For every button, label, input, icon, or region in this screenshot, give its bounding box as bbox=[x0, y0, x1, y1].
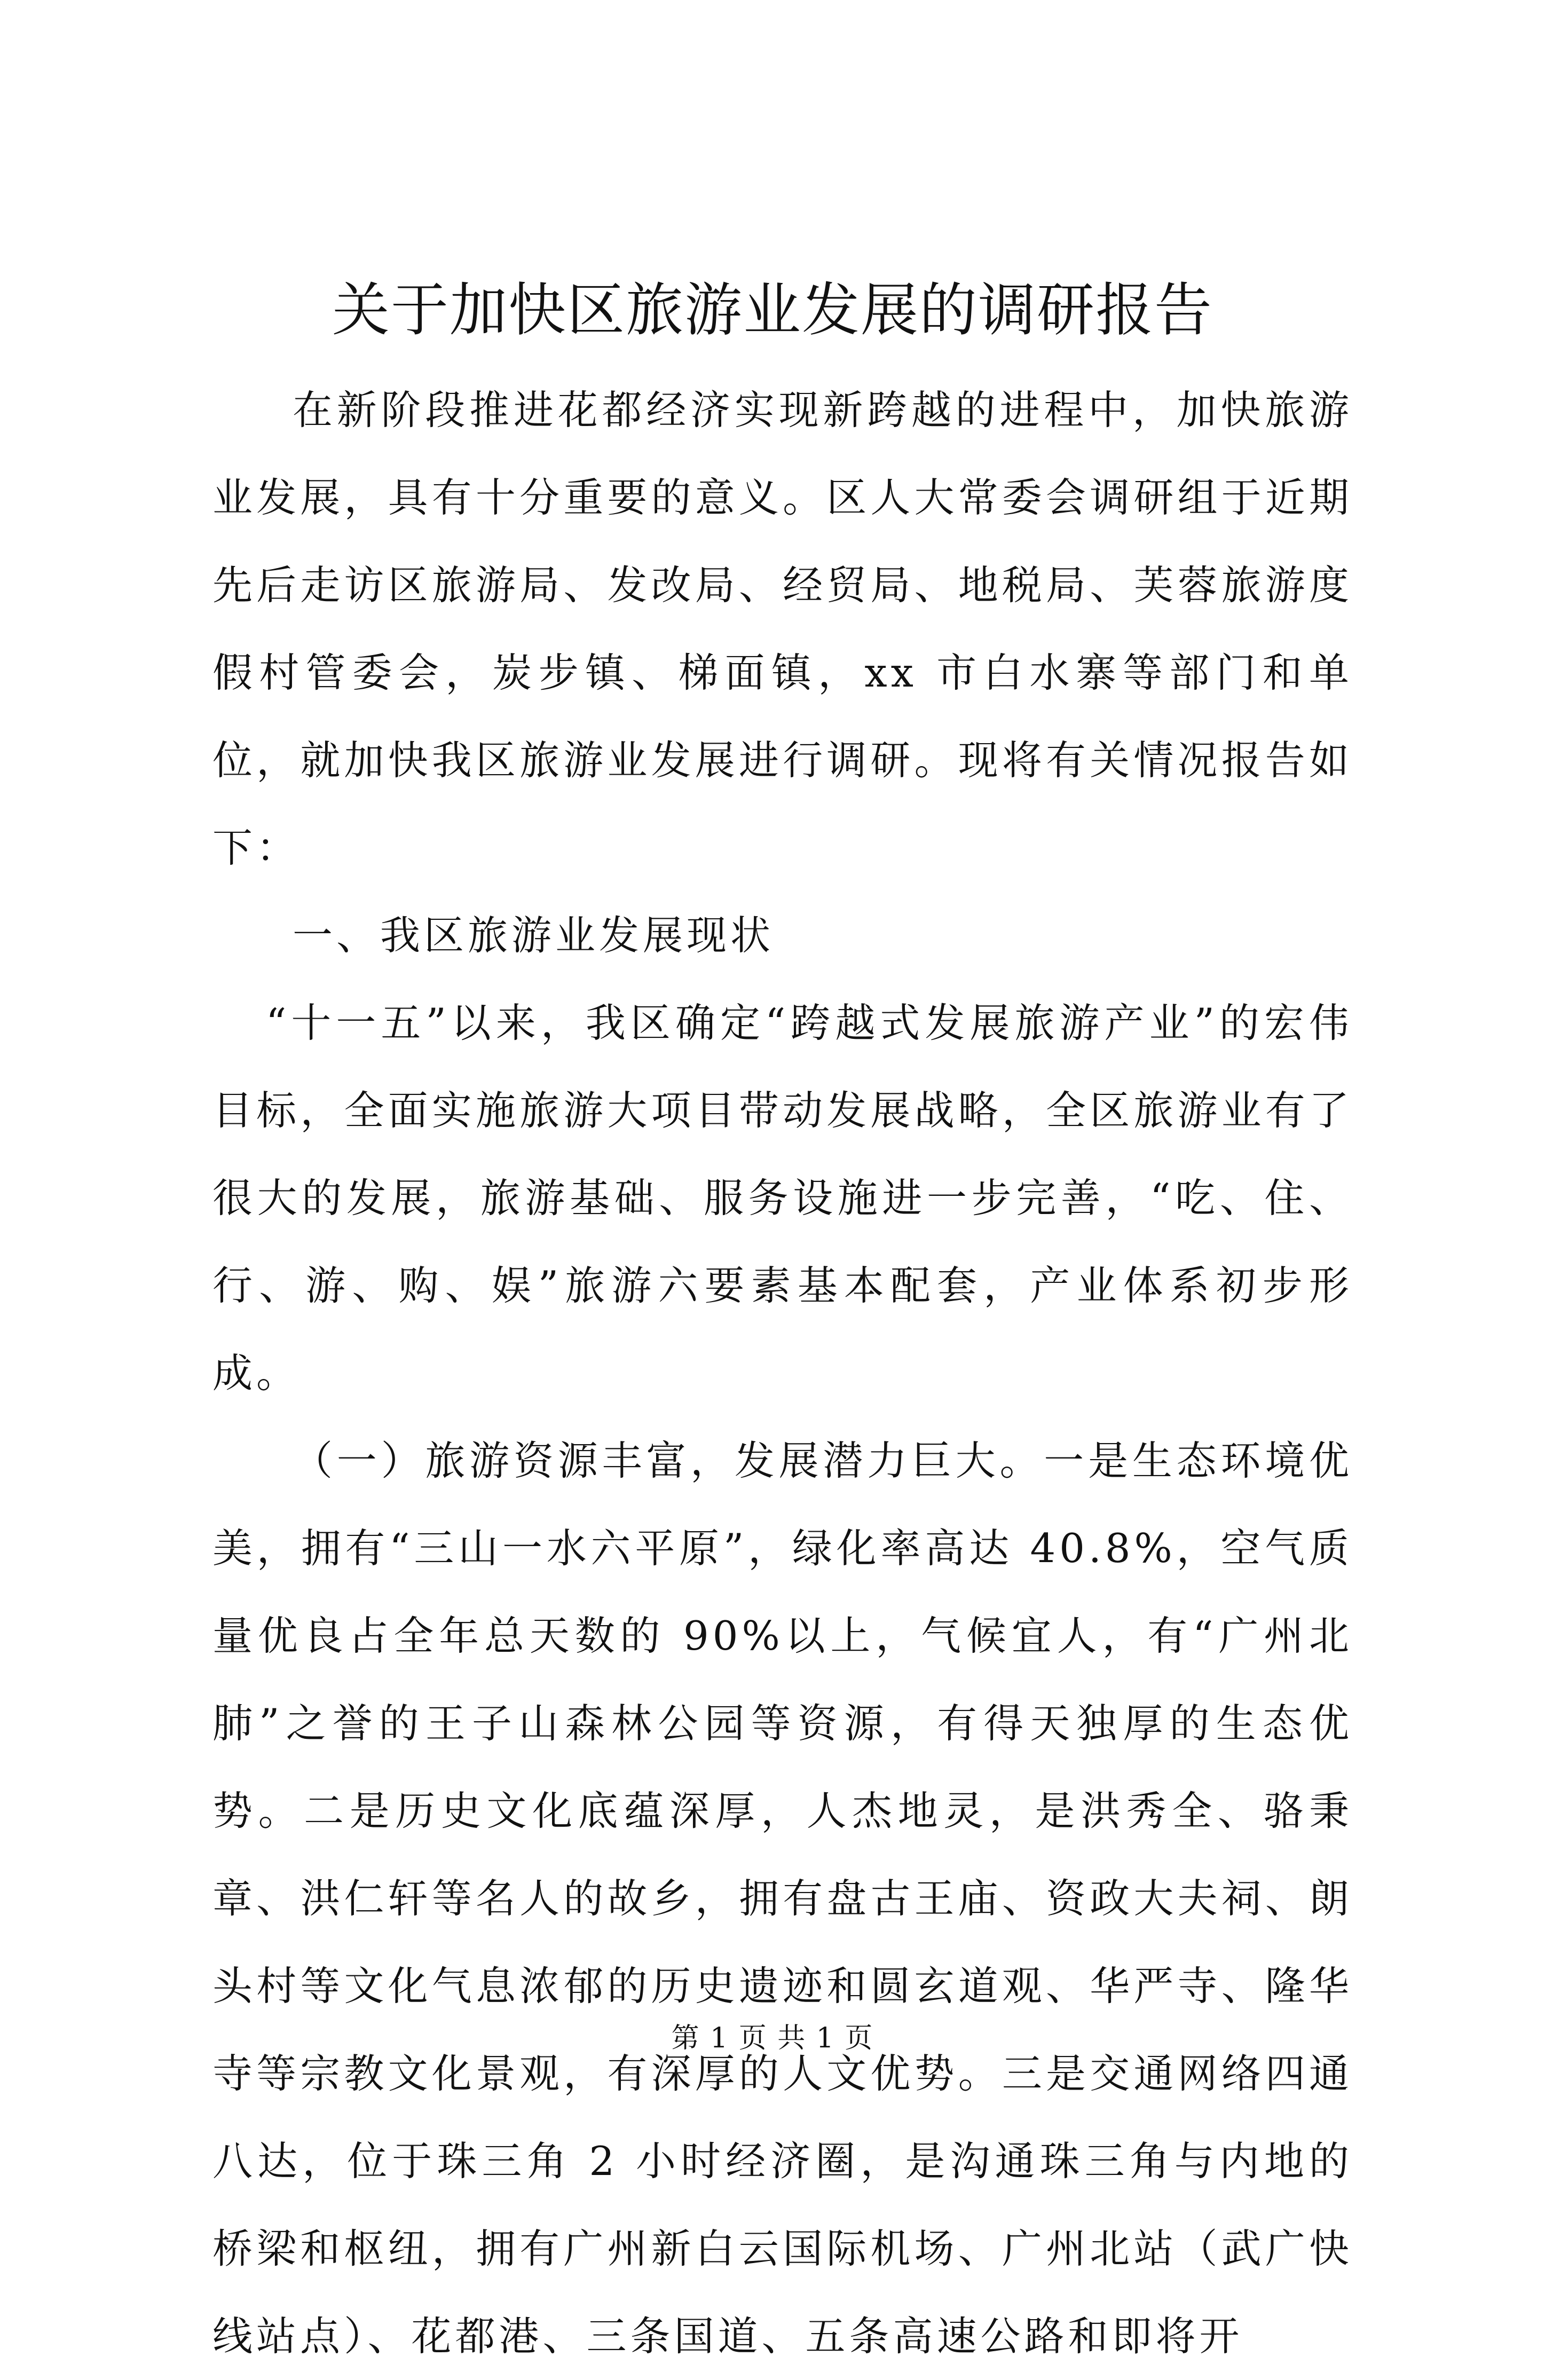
page-number-footer: 第 1 页 共 1 页 bbox=[671, 2022, 874, 2054]
paragraph-resources: （一）旅游资源丰富，发展潜力巨大。一是生态环境优美，拥有“三山一水六平原”，绿化率高达 40.8%，空气质量优良占全年总天数的 90%以上，气候宜人，有“广州北肺”之誉的王子山森林公园等资源，有得天独厚的生态优势。二是历史文化底蕴深厚，人杰地灵，是洪秀全、骆秉章、洪仁轩等名人的故乡，拥有盘古王庙、资政大夫祠、朗头村等文化气息浓郁的历史遗迹和圆玄道观、华严寺、隆华寺等宗教文化景观，有深厚的人文优势。三是交通网络四通八达，位于珠三角 2 小时经济圈，是沟通珠三角与内地的桥梁和枢纽，拥有广州新白云国际机场、广州北站（武广快线站点）、花都港、三条国道、五条高速公路和即将开 bbox=[212, 1437, 1353, 2360]
paragraph-intro: 在新阶段推进花都经济实现新跨越的进程中，加快旅游业发展，具有十分重要的意义。区人大常委会调研组于近期先后走访区旅游局、发改局、经贸局、地税局、芙蓉旅游度假村管委会，炭步镇、梯面镇，xx 市白水寨等部门和单位，就加快我区旅游业发展进行调研。现将有关情况报告如下： bbox=[212, 387, 1353, 871]
document-body bbox=[212, 366, 1353, 2380]
section-heading-1: 一、我区旅游业发展现状 bbox=[293, 912, 775, 959]
document-title: 关于加快区旅游业发展的调研报告 bbox=[332, 277, 1213, 344]
paragraph-overview: “十一五”以来，我区确定“跨越式发展旅游产业”的宏伟目标，全面实施旅游大项目带动发展战略，全区旅游业有了很大的发展，旅游基础、服务设施进一步完善，“吃、住、行、游、购、娱”旅游六要素基本配套，产业体系初步形成。 bbox=[212, 999, 1353, 1397]
